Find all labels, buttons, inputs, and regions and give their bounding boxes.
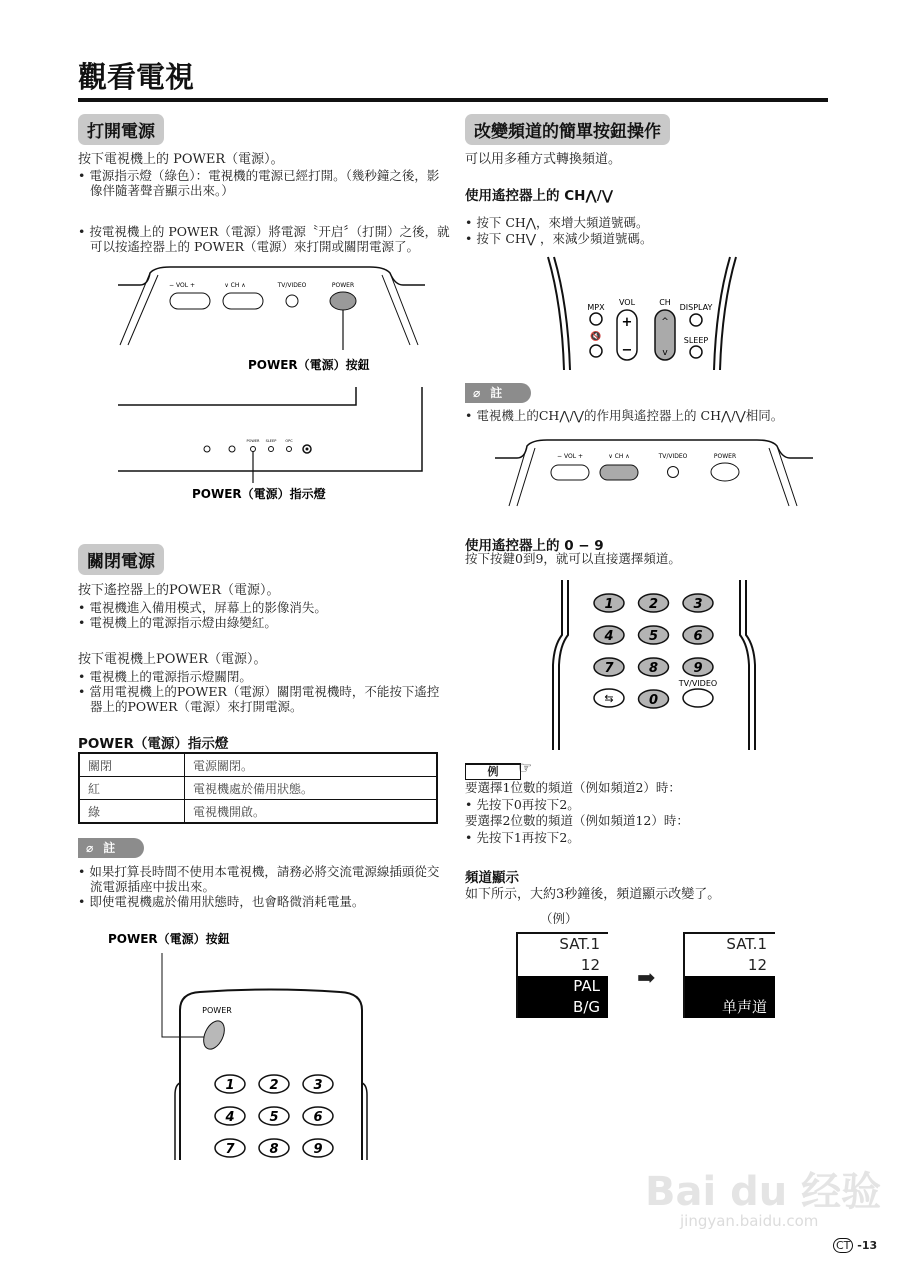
power-on-intro: 按下電視機上的 POWER（電源）。 [78, 152, 284, 167]
tv-video-label: TV/VIDEO [678, 679, 718, 688]
tv-panel-ch-diagram [495, 438, 815, 508]
watermark-url: jingyan.baidu.com [680, 1212, 819, 1230]
number-key-label: 2 [269, 1078, 279, 1093]
vol-label: − VOL + [557, 453, 583, 460]
table-row [79, 800, 437, 824]
svg-text:v: v [662, 348, 668, 358]
display-before [516, 932, 608, 1018]
ch-bullet: • 按下 CH⋀，來增大頻道號碼。 [465, 215, 837, 230]
tv-video-label: TV/VIDEO [658, 453, 688, 460]
number-key-label: 3 [313, 1078, 323, 1093]
ch-label: CH [659, 298, 671, 307]
ch-bullet: • 按下 CH⋁ ，來減少頻道號碼。 [465, 231, 837, 246]
table-cell: 紅 [79, 777, 185, 800]
note-badge [465, 383, 531, 403]
number-keys [215, 1075, 333, 1157]
example-line: 要選擇1位數的頻道（例如頻道2）時： [465, 780, 681, 795]
display-line: 12 [580, 956, 600, 974]
remote-keypad-diagram [540, 575, 760, 755]
section-heading-power-on: 打開電源 [78, 114, 164, 145]
note-label: 註 [103, 841, 116, 855]
power-indicator-callout: POWER（電源）指示燈 [192, 487, 326, 501]
power-button-callout: POWER（電源）按鈕 [248, 358, 370, 372]
tv-panel-power-diagram [100, 265, 440, 505]
note-bullet: • 如果打算長時間不使用本電視機，請務必將交流電源線插頭從交流電源插座中拔出來。 [78, 864, 450, 894]
display-line: SAT.1 [559, 935, 600, 953]
number-key-label: 7 [225, 1142, 235, 1157]
example-label: 例 [487, 765, 499, 778]
power-button [711, 463, 739, 481]
ch-button [223, 293, 263, 309]
vol-button [170, 293, 210, 309]
note-label: 註 [490, 386, 503, 400]
note-bullet: • 即使電視機處於備用狀態時，也會略微消耗電量。 [78, 894, 450, 909]
svg-text:−: − [621, 343, 633, 358]
power-off-bullet: • 電視機上的電源指示燈關閉。 [78, 669, 450, 684]
pointing-hand-icon: ☞ [518, 758, 533, 777]
number-key-label: 4 [604, 629, 614, 644]
mpx-label: MPX [587, 303, 605, 312]
subheading-ch-updown: 使用遙控器上的 CH⋀/⋁ [465, 188, 614, 204]
power-off-bullet: • 電視機上的電源指示燈由綠變紅。 [78, 615, 450, 630]
paperclip-icon: ⌀ [473, 386, 481, 400]
tv-video-button [668, 467, 679, 478]
example-bullet: • 先按下0再按下2。 [465, 797, 837, 812]
number-key-label: 7 [604, 661, 614, 676]
language-badge: CT [833, 1238, 853, 1253]
example-line: 要選擇2位數的頻道（例如頻道12）時： [465, 813, 689, 828]
table-row [79, 777, 437, 800]
tv-video-button [683, 689, 713, 707]
title-rule [78, 98, 828, 102]
number-key-label: 6 [693, 629, 703, 644]
vol-button [551, 465, 589, 480]
ch-label: ∨ CH ∧ [608, 453, 630, 460]
number-key-label: 5 [269, 1110, 279, 1125]
number-key-label: 8 [269, 1142, 279, 1157]
remote-power-button [200, 1018, 229, 1053]
indicator-label: POWER [246, 439, 260, 443]
display-line: B/G [518, 997, 608, 1018]
display-line [685, 976, 775, 997]
power-off-remote-intro: 按下遙控器上的POWER（電源）。 [78, 583, 280, 598]
power-off-bullet: • 電視機進入備用模式，屏幕上的影像消失。 [78, 600, 450, 615]
table-cell: 電視機處於備用狀態。 [185, 777, 438, 800]
svg-text:^: ^ [661, 317, 669, 327]
table-cell: 電視機開啟。 [185, 800, 438, 824]
power-label: POWER [331, 282, 355, 289]
indicator-table [78, 752, 438, 824]
channel-intro: 可以用多種方式轉換頻道。 [465, 152, 622, 167]
remote-power-label: POWER [202, 1006, 232, 1015]
number-key-label: 0 [648, 693, 659, 708]
note-bullet: • 電視機上的CH⋀/⋁的作用與遙控器上的 CH⋀/⋁相同。 [465, 408, 857, 423]
display-after [683, 932, 775, 1018]
number-key-label: 3 [693, 597, 703, 612]
number-key-label: 2 [648, 597, 659, 612]
mute-icon: 🔇 [590, 332, 602, 342]
display-line: PAL [518, 976, 608, 997]
watermark-logo: Bai du 经验 [645, 1169, 882, 1215]
page-title: 觀看電視 [78, 60, 195, 94]
note-badge [78, 838, 144, 858]
number-key-label: 9 [313, 1142, 323, 1157]
power-off-tv-intro: 按下電視機上POWER（電源）。 [78, 652, 267, 667]
remote-power-diagram [100, 925, 380, 1165]
section-heading-channel: 改變頻道的簡單按鈕操作 [465, 114, 670, 145]
indicator-label: OPC [285, 439, 293, 443]
page-number [833, 1238, 877, 1253]
power-button [330, 292, 356, 310]
svg-text:+: + [621, 315, 633, 330]
example-bullet: • 先按下1再按下2。 [465, 830, 837, 845]
remote-ch-diagram [540, 255, 750, 373]
table-cell: 關閉 [79, 753, 185, 777]
flashback-icon: ⇆ [604, 692, 614, 705]
vol-label: − VOL + [169, 282, 195, 289]
arrow-right-icon: ➡ [637, 966, 656, 991]
power-on-bullet: • 電源指示燈（綠色）：電視機的電源已經打開。（幾秒鐘之後，影像伴隨著聲音顯示出來。） [78, 168, 450, 198]
number-key-label: 9 [693, 661, 703, 676]
number-keys-text: 按下按鍵0到9，就可以直接選擇頻道。 [465, 551, 681, 566]
remote-power-callout: POWER（電源）按鈕 [108, 932, 230, 946]
example-badge [465, 763, 521, 780]
channel-display-text: 如下所示，大約3秒鐘後，頻道顯示改變了。 [465, 887, 721, 902]
display-line: 12 [747, 956, 767, 974]
power-on-bullet: • 按電視機上的 POWER（電源）將電源〝开启〞（打開）之後，就可以按遙控器上的 POWER（電源）來打開或關閉電源了。 [78, 224, 450, 254]
ch-button [600, 465, 638, 480]
subheading-channel-display: 頻道顯示 [465, 870, 519, 886]
section-heading-power-off: 關閉電源 [78, 544, 164, 575]
number-key-label: 8 [648, 661, 659, 676]
table-cell: 電源關閉。 [185, 753, 438, 777]
number-key-label: 1 [225, 1078, 235, 1093]
power-indicator [251, 447, 256, 452]
tv-video-label: TV/VIDEO [277, 282, 307, 289]
paperclip-icon: ⌀ [86, 841, 94, 855]
sleep-label: SLEEP [683, 336, 709, 345]
indicator-table-heading: POWER（電源）指示燈 [78, 736, 229, 752]
display-line: SAT.1 [726, 935, 767, 953]
number-key-label: 4 [225, 1110, 235, 1125]
display-line: 单声道 [685, 997, 775, 1018]
page-number-text: -13 [857, 1239, 878, 1252]
table-row [79, 753, 437, 777]
table-cell: 綠 [79, 800, 185, 824]
power-off-bullet: • 當用電視機上的POWER（電源）關閉電視機時，不能按下遙控器上的POWER（電源）來打開電源。 [78, 684, 450, 714]
indicator-label: SLEEP [265, 439, 277, 443]
power-label: POWER [713, 453, 737, 460]
display-label: DISPLAY [679, 303, 713, 312]
number-key-label: 1 [604, 597, 614, 612]
number-key-label: 5 [648, 629, 659, 644]
ch-label: ∨ CH ∧ [224, 282, 246, 289]
subheading-number-keys: 使用遙控器上的 0 − 9 [465, 538, 604, 554]
tv-video-button [286, 295, 298, 307]
display-example-label: （例） [540, 911, 578, 926]
number-key-label: 6 [313, 1110, 323, 1125]
vol-label: VOL [618, 298, 636, 307]
